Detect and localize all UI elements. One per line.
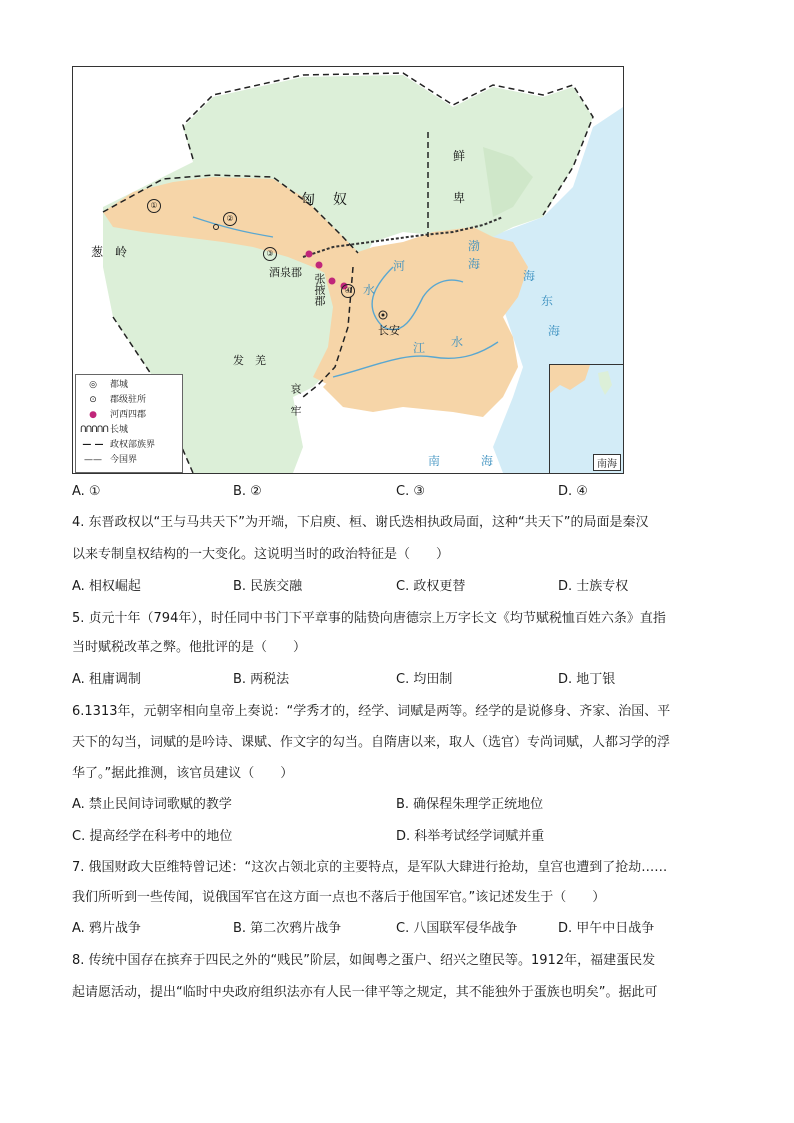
modern-border-icon: —— (84, 455, 102, 465)
q6-option-c[interactable]: C. 提高经学在科考中的地位 (72, 829, 233, 844)
q4-option-b[interactable]: B. 民族交融 (233, 579, 303, 594)
q7-stem-line-2: 我们所听到一些传闻，说俄国军官在这方面一点也不落后于他国军官。”该记述发生于（ ） (72, 890, 606, 905)
q4-stem-line-1: 4. 东晋政权以“王与马共天下”为开端，下启庾、桓、谢氏迭相执政局面，这种“共天下”的局面是秦汉 (72, 515, 649, 530)
q8-stem-line-1: 8. 传统中国存在摈弃于四民之外的“贱民”阶层，如闽粤之蛋户、绍兴之堕民等。1912年，福建蛋民发 (72, 953, 656, 968)
q7-option-b[interactable]: B. 第二次鸦片战争 (233, 921, 342, 936)
q5-option-b[interactable]: B. 两税法 (233, 672, 290, 687)
q3-option-d[interactable]: D. ④ (558, 484, 588, 499)
label-bohai-2: 海 (468, 257, 481, 271)
q5-stem-line-1: 5. 贞元十年（794年），时任同中书门下平章事的陆贽向唐德宗上万字长文《均节赋税恤百姓六条》直指 (72, 611, 666, 626)
label-congling: 葱 岭 (91, 245, 128, 259)
q4-option-a[interactable]: A. 相权崛起 (72, 579, 141, 594)
q7-stem-line-1: 7. 俄国财政大臣维特曾记述：“这次占领北京的主要特点，是军队大肆进行抢劫，皇宫也遭到了抢劫…… (72, 860, 668, 875)
label-zhangye: 张掖郡 (313, 273, 326, 306)
q6-option-a[interactable]: A. 禁止民间诗词歌赋的教学 (72, 797, 232, 812)
label-donghai-2: 海 (548, 324, 561, 338)
label-jiangshui: 水 (451, 335, 464, 349)
q6-stem-line-1: 6.1313年，元朝宰相向皇帝上奏说：“学秀才的，经学、词赋是两等。经学的是说修身、齐家、治国、平 (72, 704, 671, 719)
label-donghai-1: 东 (541, 294, 554, 308)
q5-stem-line-2: 当时赋税改革之弊。他批评的是（ ） (72, 640, 307, 655)
label-xianbei-1: 鲜 (453, 149, 466, 163)
q3-option-b[interactable]: B. ② (233, 484, 262, 499)
label-jiang: 江 (413, 341, 426, 355)
label-nanhai-1: 南 (428, 454, 441, 468)
legend-item-commandery: ⊙ 郡级驻所 (80, 394, 146, 406)
q4-stem-line-2: 以来专制皇权结构的一大变化。这说明当时的政治特征是（ ） (72, 547, 450, 562)
label-ailao: 哀 牢 (289, 383, 302, 416)
label-xiongnu: 匈 奴 (301, 192, 349, 208)
marker-2: ② (223, 212, 237, 226)
q3-option-c[interactable]: C. ③ (396, 484, 425, 499)
marker-4: ④ (341, 284, 355, 298)
legend-item-hexi: ● 河西四郡 (80, 409, 146, 421)
inset-label: 南海 (593, 454, 621, 471)
label-changan: 长安 (378, 324, 400, 337)
great-wall-icon: ՈՈՈՈՈ (80, 425, 108, 435)
q7-option-c[interactable]: C. 八国联军侵华战争 (396, 921, 518, 936)
q6-option-b[interactable]: B. 确保程朱理学正统地位 (396, 797, 544, 812)
label-faqiang: 发 羌 (233, 354, 266, 367)
label-bohai-1: 渤 (468, 239, 481, 253)
label-huanghai: 海 (523, 269, 536, 283)
q4-option-d[interactable]: D. 士族专权 (558, 579, 629, 594)
marker-3: ③ (263, 247, 277, 261)
q5-option-a[interactable]: A. 租庸调制 (72, 672, 141, 687)
commandery-seat-icon: ⊙ (89, 395, 97, 405)
legend-item-border: —— 今国界 (80, 454, 137, 466)
label-xianbei-2: 卑 (453, 191, 466, 205)
q4-option-c[interactable]: C. 政权更替 (396, 579, 466, 594)
q5-option-c[interactable]: C. 均田制 (396, 672, 453, 687)
label-shui: 水 (363, 283, 376, 297)
q8-stem-line-2: 起请愿活动，提出“临时中央政府组织法亦有人民一律平等之规定，其不能独外于蛋族也明矣”。据此可 (72, 985, 658, 1000)
q7-option-d[interactable]: D. 甲午中日战争 (558, 921, 655, 936)
q6-stem-line-2: 天下的勾当，词赋的是吟诗、课赋、作文字的勾当。自隋唐以来，取人（选官）专尚词赋，人都习学的浮 (72, 735, 671, 750)
q6-stem-line-3: 华了。”据此推测，该官员建议（ ） (72, 766, 294, 781)
q7-option-a[interactable]: A. 鸦片战争 (72, 921, 141, 936)
label-jiuquan: 酒泉郡 (269, 266, 302, 279)
capital-icon: ◎ (89, 380, 97, 390)
legend-item-capital: ◎ 都城 (80, 379, 128, 391)
legend-item-boundary: — — 政权部族界 (80, 439, 155, 451)
label-he: 河 (393, 259, 406, 273)
q5-option-d[interactable]: D. 地丁银 (558, 672, 616, 687)
marker-1: ① (147, 199, 161, 213)
label-nanhai-2: 海 (481, 454, 494, 468)
han-dynasty-map (72, 66, 624, 474)
hexi-commandery-icon: ● (89, 410, 97, 420)
south-sea-inset (549, 364, 623, 473)
legend-item-wall: ՈՈՈՈՈ 长城 (80, 425, 129, 435)
map-legend (75, 374, 183, 473)
q3-option-a[interactable]: A. ① (72, 484, 101, 499)
q6-option-d[interactable]: D. 科举考试经学词赋并重 (396, 829, 545, 844)
regime-boundary-icon: — — (82, 440, 104, 450)
